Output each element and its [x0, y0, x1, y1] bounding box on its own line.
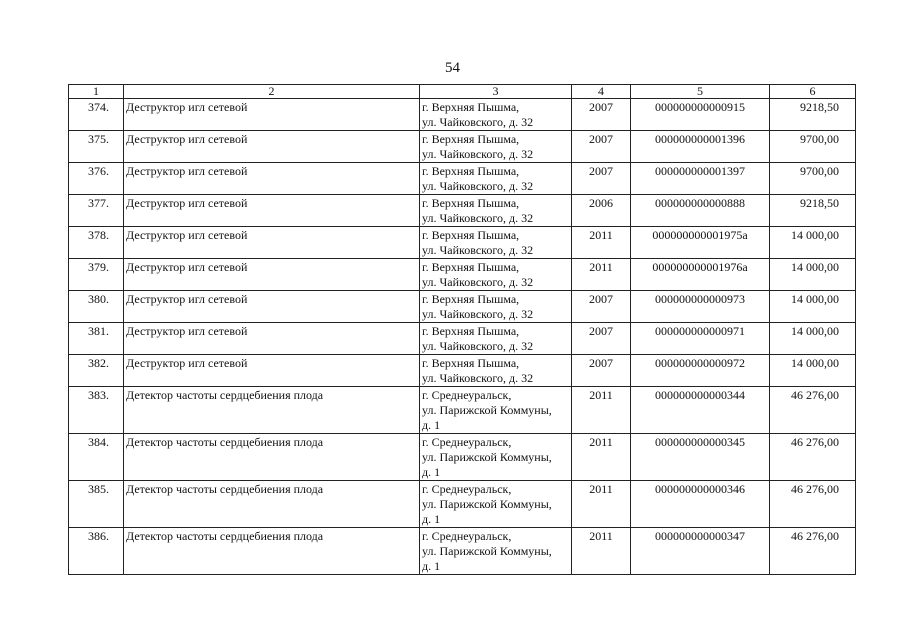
- item-year: 2007: [572, 99, 631, 131]
- table-row: [69, 481, 856, 528]
- item-name: Деструктор игл сетевой: [124, 291, 420, 323]
- address-line: г. Верхняя Пышма,: [422, 132, 520, 146]
- row-number: 377.: [69, 195, 124, 227]
- row-number: 379.: [69, 259, 124, 291]
- table-row: [69, 227, 856, 259]
- item-year: 2007: [572, 131, 631, 163]
- address-line: г. Верхняя Пышма,: [422, 164, 520, 178]
- row-number: 385.: [69, 481, 124, 528]
- table-header: [69, 85, 856, 99]
- item-year: 2011: [572, 387, 631, 434]
- header-col-1: 1: [69, 85, 124, 99]
- table-row: [69, 291, 856, 323]
- address-line: ул. Парижской Коммуны,: [422, 544, 552, 558]
- inventory-code: 000000000000346: [631, 481, 770, 528]
- address-line: ул. Чайковского, д. 32: [422, 243, 534, 257]
- item-cost: 9218,50: [770, 99, 856, 131]
- item-cost: 9700,00: [770, 131, 856, 163]
- table-row: [69, 528, 856, 575]
- item-name: Деструктор игл сетевой: [124, 259, 420, 291]
- header-row: [69, 85, 856, 99]
- item-name: Деструктор игл сетевой: [124, 131, 420, 163]
- table-row: [69, 163, 856, 195]
- inventory-code: 000000000000347: [631, 528, 770, 575]
- item-cost: 46 276,00: [770, 528, 856, 575]
- item-year: 2011: [572, 434, 631, 481]
- row-number: 375.: [69, 131, 124, 163]
- item-address: [420, 323, 572, 355]
- address-line: ул. Чайковского, д. 32: [422, 275, 534, 289]
- address-line: г. Верхняя Пышма,: [422, 292, 520, 306]
- item-year: 2011: [572, 259, 631, 291]
- item-cost: 14 000,00: [770, 291, 856, 323]
- header-col-2: 2: [124, 85, 420, 99]
- row-number: 384.: [69, 434, 124, 481]
- item-year: 2011: [572, 227, 631, 259]
- row-number: 378.: [69, 227, 124, 259]
- item-name: Деструктор игл сетевой: [124, 355, 420, 387]
- header-col-6: 6: [770, 85, 856, 99]
- item-name: Деструктор игл сетевой: [124, 195, 420, 227]
- row-number: 380.: [69, 291, 124, 323]
- item-name: Деструктор игл сетевой: [124, 323, 420, 355]
- item-name: Детектор частоты сердцебиения плода: [124, 528, 420, 575]
- table-row: [69, 323, 856, 355]
- address-line: г. Верхняя Пышма,: [422, 356, 520, 370]
- item-year: 2007: [572, 323, 631, 355]
- address-line: д. 1: [422, 512, 441, 526]
- row-number: 376.: [69, 163, 124, 195]
- item-cost: 14 000,00: [770, 227, 856, 259]
- inventory-code: 000000000000971: [631, 323, 770, 355]
- inventory-code: 000000000001976а: [631, 259, 770, 291]
- item-cost: 14 000,00: [770, 259, 856, 291]
- page-number: 54: [445, 60, 460, 76]
- item-address: [420, 387, 572, 434]
- address-line: г. Верхняя Пышма,: [422, 100, 520, 114]
- header-col-4: 4: [572, 85, 631, 99]
- item-address: [420, 131, 572, 163]
- item-year: 2007: [572, 291, 631, 323]
- address-line: г. Среднеуральск,: [422, 482, 512, 496]
- item-year: 2011: [572, 528, 631, 575]
- table-row: [69, 387, 856, 434]
- address-line: г. Верхняя Пышма,: [422, 260, 520, 274]
- item-address: [420, 163, 572, 195]
- item-cost: 46 276,00: [770, 481, 856, 528]
- table-row: [69, 99, 856, 131]
- item-address: [420, 481, 572, 528]
- item-address: [420, 259, 572, 291]
- inventory-code: 000000000000915: [631, 99, 770, 131]
- item-year: 2007: [572, 163, 631, 195]
- address-line: ул. Чайковского, д. 32: [422, 147, 534, 161]
- item-cost: 46 276,00: [770, 387, 856, 434]
- header-col-5: 5: [631, 85, 770, 99]
- item-name: Деструктор игл сетевой: [124, 99, 420, 131]
- item-address: [420, 195, 572, 227]
- table-row: [69, 434, 856, 481]
- item-name: Деструктор игл сетевой: [124, 163, 420, 195]
- address-line: ул. Парижской Коммуны,: [422, 403, 552, 417]
- item-name: Детектор частоты сердцебиения плода: [124, 481, 420, 528]
- inventory-code: 000000000000973: [631, 291, 770, 323]
- item-year: 2006: [572, 195, 631, 227]
- address-line: д. 1: [422, 418, 441, 432]
- item-cost: 9700,00: [770, 163, 856, 195]
- table-row: [69, 259, 856, 291]
- table-body: [69, 99, 856, 575]
- address-line: ул. Чайковского, д. 32: [422, 371, 534, 385]
- address-line: г. Среднеуральск,: [422, 435, 512, 449]
- item-cost: 14 000,00: [770, 355, 856, 387]
- item-name: Детектор частоты сердцебиения плода: [124, 434, 420, 481]
- address-line: г. Верхняя Пышма,: [422, 324, 520, 338]
- table-row: [69, 131, 856, 163]
- address-line: г. Среднеуральск,: [422, 529, 512, 543]
- inventory-code: 000000000000344: [631, 387, 770, 434]
- item-name: Детектор частоты сердцебиения плода: [124, 387, 420, 434]
- item-cost: 14 000,00: [770, 323, 856, 355]
- table-row: [69, 195, 856, 227]
- address-line: ул. Чайковского, д. 32: [422, 115, 534, 129]
- inventory-code: 000000000001396: [631, 131, 770, 163]
- address-line: г. Верхняя Пышма,: [422, 196, 520, 210]
- inventory-code: 000000000000345: [631, 434, 770, 481]
- address-line: ул. Чайковского, д. 32: [422, 307, 534, 321]
- table-row: [69, 355, 856, 387]
- row-number: 374.: [69, 99, 124, 131]
- item-year: 2011: [572, 481, 631, 528]
- address-line: ул. Парижской Коммуны,: [422, 450, 552, 464]
- item-address: [420, 99, 572, 131]
- address-line: г. Верхняя Пышма,: [422, 228, 520, 242]
- row-number: 386.: [69, 528, 124, 575]
- inventory-code: 000000000001975а: [631, 227, 770, 259]
- address-line: ул. Чайковского, д. 32: [422, 179, 534, 193]
- item-year: 2007: [572, 355, 631, 387]
- address-line: ул. Чайковского, д. 32: [422, 211, 534, 225]
- address-line: ул. Парижской Коммуны,: [422, 497, 552, 511]
- item-address: [420, 434, 572, 481]
- inventory-code: 000000000001397: [631, 163, 770, 195]
- row-number: 382.: [69, 355, 124, 387]
- item-address: [420, 528, 572, 575]
- header-col-3: 3: [420, 85, 572, 99]
- address-line: д. 1: [422, 465, 441, 479]
- address-line: ул. Чайковского, д. 32: [422, 339, 534, 353]
- inventory-code: 000000000000972: [631, 355, 770, 387]
- item-name: Деструктор игл сетевой: [124, 227, 420, 259]
- item-cost: 46 276,00: [770, 434, 856, 481]
- item-address: [420, 291, 572, 323]
- item-cost: 9218,50: [770, 195, 856, 227]
- address-line: г. Среднеуральск,: [422, 388, 512, 402]
- row-number: 383.: [69, 387, 124, 434]
- asset-table: [68, 84, 856, 575]
- inventory-code: 000000000000888: [631, 195, 770, 227]
- address-line: д. 1: [422, 559, 441, 573]
- item-address: [420, 355, 572, 387]
- item-address: [420, 227, 572, 259]
- row-number: 381.: [69, 323, 124, 355]
